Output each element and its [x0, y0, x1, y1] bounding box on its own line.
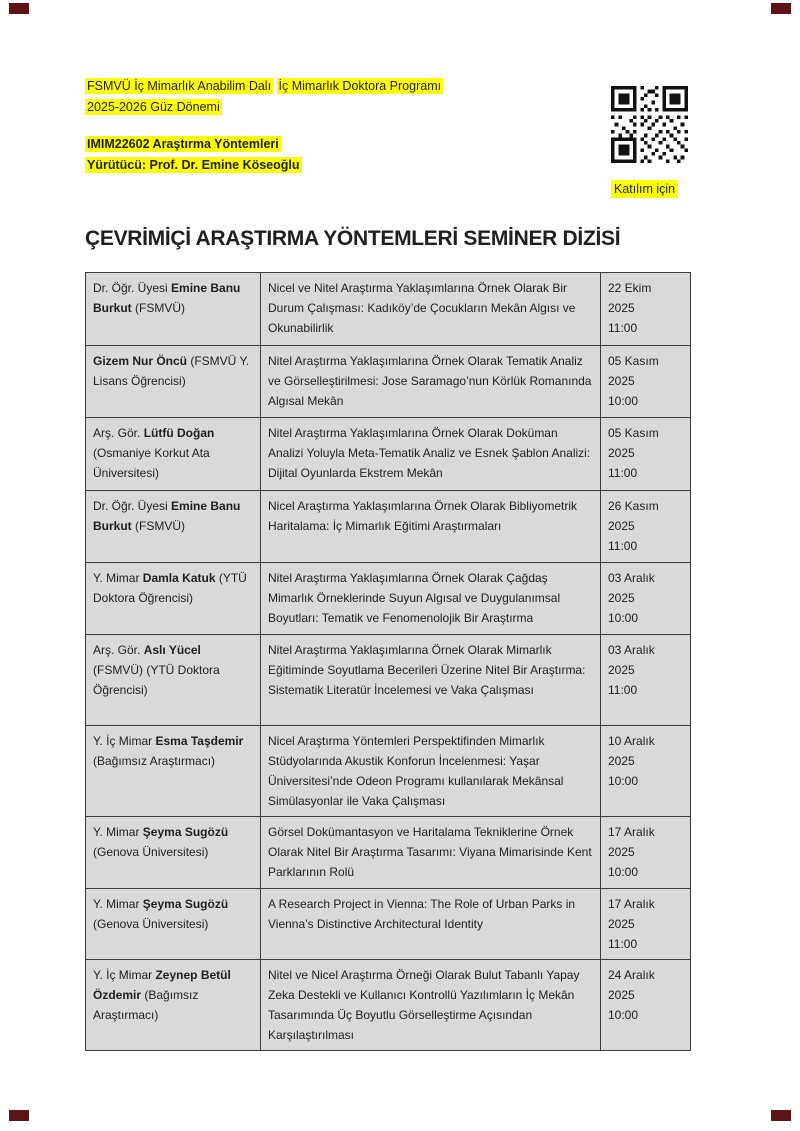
speaker-title: Y. Mimar	[93, 897, 143, 911]
table-row	[86, 635, 691, 726]
corner-mark-top-right	[771, 3, 791, 14]
topic-cell: Nicel Araştırma Yaklaşımlarına Örnek Olarak Bibliyometrik Haritalama: İç Mimarlık Eğitimi Araştırmaları	[261, 491, 601, 563]
seminar-date: 03 Aralık	[608, 643, 655, 657]
seminar-year: 2025	[608, 591, 635, 605]
seminar-date: 17 Aralık	[608, 825, 655, 839]
date-cell	[601, 418, 691, 491]
table-row	[86, 960, 691, 1051]
seminar-year: 2025	[608, 446, 635, 460]
speaker-title: Arş. Gör.	[93, 426, 144, 440]
speaker-cell	[86, 491, 261, 563]
speaker-cell	[86, 273, 261, 346]
date-cell	[601, 726, 691, 817]
date-cell	[601, 960, 691, 1051]
topic-cell: A Research Project in Vienna: The Role of Urban Parks in Vienna’s Distinctive Architectural Identity	[261, 889, 601, 960]
speaker-name: Zeynep Betül Özdemir	[93, 968, 231, 1002]
topic-cell: Nitel Araştırma Yaklaşımlarına Örnek Olarak Çağdaş Mimarlık Örneklerinde Suyun Algısal ve Duygulanımsal Boyutları: Tematik ve Fenomenolojik Bir Araştırma	[261, 563, 601, 635]
seminar-date: 05 Kasım	[608, 426, 659, 440]
speaker-affiliation: (FSMVÜ)	[131, 301, 185, 315]
qr-caption	[611, 180, 721, 198]
seminar-table	[85, 272, 691, 1051]
qr-code-icon	[611, 86, 688, 163]
seminar-year: 2025	[608, 301, 635, 315]
highlighted-text: IMIM22602 Araştırma Yöntemleri	[87, 137, 279, 151]
speaker-name: Emine Banu Burkut	[93, 281, 241, 315]
seminar-date: 17 Aralık	[608, 897, 655, 911]
highlighted-text: FSMVÜ İç Mimarlık Anabilim Dalı	[87, 79, 272, 93]
seminar-date: 03 Aralık	[608, 571, 655, 585]
topic-cell: Nitel ve Nicel Araştırma Örneği Olarak Bulut Tabanlı Yapay Zeka Destekli ve Kullanıcı Kontrollü Yazılımların İç Mekân Tasarımında Üç Boyutlu Görselleştirme Açısından Karşılaştırılması	[261, 960, 601, 1051]
term-line	[85, 97, 443, 118]
topic-cell: Görsel Dokümantasyon ve Haritalama Tekniklerine Örnek Olarak Nitel Bir Araştırma Tasarımı: Viyana Mimarisinde Kent Parklarının Rolü	[261, 817, 601, 889]
date-cell	[601, 346, 691, 418]
speaker-affiliation: (YTÜ Doktora Öğrencisi)	[93, 571, 247, 605]
corner-mark-top-left	[9, 3, 29, 14]
qr-block	[611, 86, 721, 198]
highlighted-text: İç Mimarlık Doktora Programı	[278, 79, 442, 93]
speaker-title: Y. Mimar	[93, 571, 143, 585]
course-line	[85, 134, 443, 155]
table-row	[86, 889, 691, 960]
seminar-year: 2025	[608, 374, 635, 388]
speaker-name: Şeyma Sugözü	[142, 825, 229, 839]
page-title: ÇEVRİMİÇİ ARAŞTIRMA YÖNTEMLERİ SEMİNER DİZİSİ	[85, 227, 621, 250]
corner-mark-bottom-right	[771, 1110, 791, 1121]
speaker-cell	[86, 418, 261, 491]
highlighted-text: Katılım için	[611, 180, 678, 198]
seminar-time: 10:00	[608, 865, 639, 879]
instructor-line	[85, 155, 443, 176]
speaker-title: Arş. Gör.	[93, 643, 144, 657]
corner-mark-bottom-left	[9, 1110, 29, 1121]
table-row	[86, 346, 691, 418]
seminar-time: 11:00	[608, 466, 638, 480]
speaker-cell	[86, 563, 261, 635]
header-gap	[85, 118, 443, 134]
speaker-cell	[86, 635, 261, 726]
speaker-title: Dr. Öğr. Üyesi	[93, 499, 172, 513]
table-row	[86, 563, 691, 635]
table-row	[86, 418, 691, 491]
speaker-affiliation: (FSMVÜ) (YTÜ Doktora Öğrencisi)	[93, 663, 220, 697]
speaker-name: Lütfü Doğan	[143, 426, 215, 440]
highlighted-text: Yürütücü: Prof. Dr. Emine Köseoğlu	[87, 158, 300, 172]
speaker-affiliation: (FSMVÜ Y. Lisans Öğrencisi)	[93, 354, 250, 388]
highlighted-text: 2025-2026 Güz Dönemi	[87, 100, 220, 114]
table-row	[86, 491, 691, 563]
speaker-affiliation: (Osmaniye Korkut Ata Üniversitesi)	[93, 446, 210, 480]
speaker-name: Gizem Nur Öncü	[93, 354, 188, 368]
table-row	[86, 273, 691, 346]
seminar-time: 10:00	[608, 1008, 639, 1022]
seminar-year: 2025	[608, 754, 635, 768]
seminar-year: 2025	[608, 917, 635, 931]
date-cell	[601, 273, 691, 346]
seminar-year: 2025	[608, 519, 635, 533]
speaker-affiliation: (Genova Üniversitesi)	[93, 845, 209, 859]
seminar-date: 22 Ekim	[608, 281, 652, 295]
speaker-name: Aslı Yücel	[143, 643, 201, 657]
table-row	[86, 817, 691, 889]
seminar-date: 26 Kasım	[608, 499, 659, 513]
seminar-date: 10 Aralık	[608, 734, 655, 748]
speaker-title: Dr. Öğr. Üyesi	[93, 281, 172, 295]
header-block	[85, 76, 443, 176]
seminar-year: 2025	[608, 845, 635, 859]
topic-cell: Nitel Araştırma Yaklaşımlarına Örnek Olarak Tematik Analiz ve Görselleştirilmesi: Jose Saramago’nun Körlük Romanında Algısal Mekân	[261, 346, 601, 418]
speaker-name: Esma Taşdemir	[155, 734, 244, 748]
program-line	[85, 76, 443, 97]
topic-cell: Nicel ve Nitel Araştırma Yaklaşımlarına Örnek Olarak Bir Durum Çalışması: Kadıköy’de Çocukların Mekân Algısı ve Okunabilirlik	[261, 273, 601, 346]
speaker-affiliation: (Genova Üniversitesi)	[93, 917, 209, 931]
topic-cell: Nicel Araştırma Yöntemleri Perspektifinden Mimarlık Stüdyolarında Akustik Konforun İncelenmesi: Yaşar Üniversitesi’nde Odeon Programı kullanılarak Mekânsal Simülasyonlar ile Vaka Çalışması	[261, 726, 601, 817]
date-cell	[601, 563, 691, 635]
seminar-date: 24 Aralık	[608, 968, 655, 982]
speaker-title: Y. İç Mimar	[93, 968, 156, 982]
speaker-affiliation: (Bağımsız Araştırmacı)	[93, 988, 199, 1022]
speaker-cell	[86, 346, 261, 418]
speaker-affiliation: (FSMVÜ)	[131, 519, 185, 533]
seminar-time: 11:00	[608, 539, 638, 553]
date-cell	[601, 889, 691, 960]
seminar-time: 11:00	[608, 321, 638, 335]
speaker-name: Şeyma Sugözü	[142, 897, 229, 911]
table-row	[86, 726, 691, 817]
speaker-name: Damla Katuk	[142, 571, 216, 585]
seminar-year: 2025	[608, 663, 635, 677]
speaker-cell	[86, 817, 261, 889]
seminar-year: 2025	[608, 988, 635, 1002]
speaker-affiliation: (Bağımsız Araştırmacı)	[93, 754, 216, 768]
seminar-time: 10:00	[608, 774, 639, 788]
seminar-time: 11:00	[608, 937, 638, 951]
topic-cell: Nitel Araştırma Yaklaşımlarına Örnek Olarak Mimarlık Eğitiminde Soyutlama Becerileri Üzerine Nitel Bir Araştırma: Sistematik Literatür İncelemesi ve Vaka Çalışması	[261, 635, 601, 726]
speaker-cell	[86, 960, 261, 1051]
speaker-cell	[86, 726, 261, 817]
speaker-title: Y. Mimar	[93, 825, 143, 839]
speaker-title: Y. İç Mimar	[93, 734, 156, 748]
date-cell	[601, 635, 691, 726]
seminar-time: 10:00	[608, 394, 639, 408]
seminar-time: 11:00	[608, 683, 638, 697]
seminar-date: 05 Kasım	[608, 354, 659, 368]
speaker-cell	[86, 889, 261, 960]
seminar-time: 10:00	[608, 611, 639, 625]
topic-cell: Nitel Araştırma Yaklaşımlarına Örnek Olarak Doküman Analizi Yoluyla Meta-Tematik Analiz ve Esnek Şablon Analizi: Dijital Oyunlarda Ekstrem Mekân	[261, 418, 601, 491]
date-cell	[601, 817, 691, 889]
speaker-name: Emine Banu Burkut	[93, 499, 241, 533]
date-cell	[601, 491, 691, 563]
